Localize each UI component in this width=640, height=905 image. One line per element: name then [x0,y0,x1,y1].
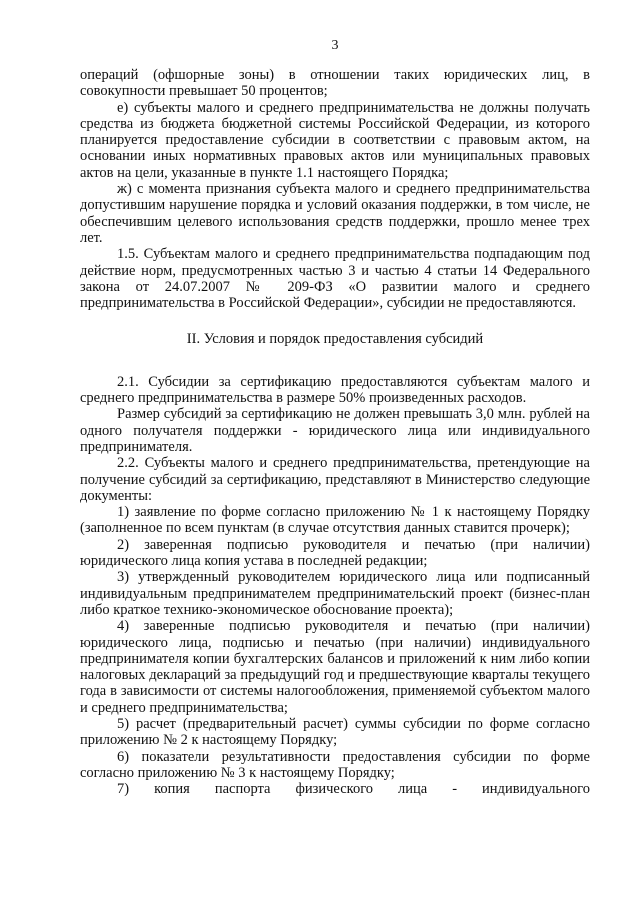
paragraph-item-e: е) субъекты малого и среднего предпринимательства не должны получать средства из бюджета бюджетной системы Российской Федерации, из которого планируется предоставление субсидии в соответствии с правовым актом, на основании иных нормативных правовых актов или муниципальных правовых актов на цели, указанные в пункте 1.1 настоящего Порядка; [80,99,590,181]
paragraph-clause-1-5: 1.5. Субъектам малого и среднего предпринимательства подпадающим под действие норм, предусмотренных частью 3 и частью 4 статьи 14 Федерального закона от 24.07.2007 № 209-ФЗ «О развитии малого и среднего предпринимательства в Российской Федерации», субсидии не предоставляются. [80,246,590,312]
page-number: 3 [331,38,339,53]
paragraph-item-zh: ж) с момента признания субъекта малого и среднего предпринимательства допустившим нарушение порядка и условий оказания поддержки, в том числе, не обеспечившим целевого использования средств поддержки, прошло менее трех лет. [80,181,590,246]
list-item-6: 6) показатели результативности предоставления субсидии по форме согласно приложению № 3 к настоящему Порядку; [80,748,590,781]
paragraph-clause-2-1: 2.1. Субсидии за сертификацию предоставляются субъектам малого и среднего предпринимательства в размере 50% произведенных расходов. [80,373,590,407]
list-item-5: 5) расчет (предварительный расчет) суммы субсидии по форме согласно приложению № 2 к настоящему Порядку; [80,715,590,749]
list-item-2: 2) заверенная подписью руководителя и печатью (при наличии) юридического лица копия устава в последней редакции; [80,536,590,570]
list-item-3: 3) утвержденный руководителем юридического лица или подписанный индивидуальным предпринимателем предпринимательский проект (бизнес-план либо краткое технико-экономическое обоснование проекта); [80,569,590,618]
section-heading: II. Условия и порядок предоставления субсидий [186,331,484,348]
paragraph-clause-2-2: 2.2. Субъекты малого и среднего предпринимательства, претендующие на получение субсидий за сертификацию, представляют в Министерство следующие документы: [80,455,590,504]
paragraph-offshore-continuation: операций (офшорные зоны) в отношении таких юридических лиц, в совокупности превышает 50 процентов; [80,67,590,100]
paragraph-subsidy-size: Размер субсидий за сертификацию не должен превышать 3,0 млн. рублей на одного получателя поддержки - юридического лица или индивидуального предпринимателя. [80,406,590,455]
list-item-4: 4) заверенные подписью руководителя и печатью (при наличии) юридического лица, подписью и печатью (при наличии) индивидуального предпринимателя копии бухгалтерских балансов и приложений к ним либо копии налоговых деклараций за предыдущий год и предшествующие кварталы текущего года в зависимости от системы налогообложения, применяемой субъектом малого и среднего предпринимательства; [80,618,590,716]
document-body [80,67,590,797]
list-item-7: 7) копия паспорта физического лица - индивидуального [117,781,590,798]
list-item-1: 1) заявление по форме согласно приложению № 1 к настоящему Порядку (заполненное по всем пунктам (в случае отсутствия данных ставится прочерк); [80,504,590,537]
